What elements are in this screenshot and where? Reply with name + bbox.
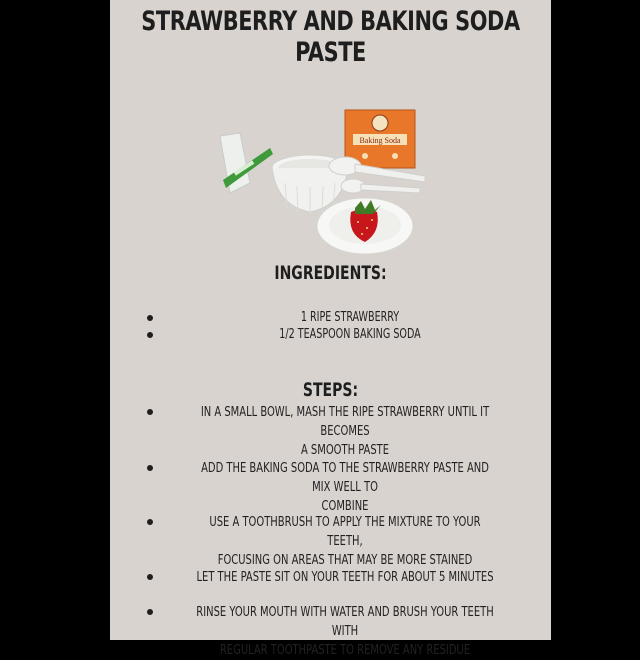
step-text (193, 459, 496, 516)
title-line-1: STRAWBERRY AND BAKING SODA (141, 6, 520, 37)
step-text (193, 603, 496, 660)
ingredient-text: 1 RIPE STRAWBERRY (300, 310, 400, 325)
recipe-card (110, 0, 551, 658)
step-text (193, 513, 496, 570)
bullet (147, 609, 153, 615)
bullet (147, 332, 153, 338)
step-line-2: REGULAR TOOTHPASTE TO REMOVE ANY RESIDUE (219, 642, 471, 658)
step-line-1: LET THE PASTE SIT ON YOUR TEETH FOR ABOUT 5 MINUTES (196, 569, 494, 585)
list-item (110, 326, 551, 343)
step-line-1: IN A SMALL BOWL, MASH THE RIPE STRAWBERRY UNTIL IT BECOMES (200, 404, 490, 439)
step-line-2: COMBINE (321, 498, 369, 514)
steps-heading: STEPS: (302, 379, 359, 401)
baking-soda-box-label: Baking Soda (359, 136, 401, 145)
page-title (141, 6, 520, 68)
plastic-bag (220, 133, 273, 193)
step-line-2: FOCUSING ON AREAS THAT MAY BE MORE STAINED (217, 552, 473, 568)
bullet (147, 519, 153, 525)
bullet (147, 574, 153, 580)
step-line-1: RINSE YOUR MOUTH WITH WATER AND BRUSH YOUR TEETH WITH (196, 604, 494, 639)
ingredients-photo (215, 108, 455, 258)
ingredients-heading: INGREDIENTS: (274, 262, 387, 284)
title-line-2: PASTE (295, 37, 366, 68)
step-text (193, 568, 496, 587)
step-line-1: ADD THE BAKING SODA TO THE STRAWBERRY PASTE AND MIX WELL TO (201, 460, 489, 495)
step-line-1: USE A TOOTHBRUSH TO APPLY THE MIXTURE TO YOUR TEETH, (209, 514, 481, 549)
bullet (147, 465, 153, 471)
bullet (147, 315, 153, 321)
ingredients-list (110, 309, 551, 343)
step-text (193, 403, 496, 460)
step-line-2: A SMOOTH PASTE (300, 442, 390, 458)
ingredient-text: 1/2 TEASPOON BAKING SODA (279, 327, 421, 342)
list-item (110, 309, 551, 326)
bullet (147, 409, 153, 415)
